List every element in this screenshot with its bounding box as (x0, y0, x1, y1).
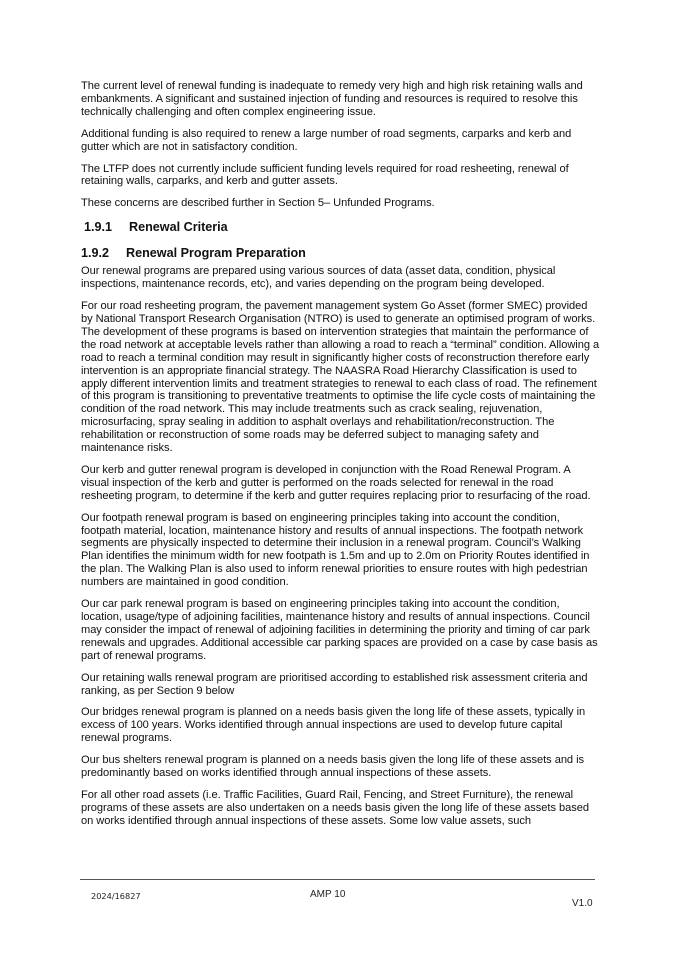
footer-divider (80, 879, 595, 880)
page-body (81, 80, 601, 837)
footer-title: AMP 10 (310, 889, 346, 900)
section-heading-renewal-program-preparation (81, 246, 601, 261)
footer-doc-reference: 2024/16827 (91, 891, 141, 901)
section-number: 1.9.2 (81, 246, 110, 261)
section-title: Renewal Program Preparation (126, 246, 306, 261)
paragraph-bridges: Our bridges renewal program is planned on a needs basis given the long life of these assets, typically in excess of 100 years. Works identified through annual inspections are used to develop future capital renewal programs. (81, 706, 586, 745)
section-heading-renewal-criteria (84, 220, 601, 235)
paragraph-bus-shelters: Our bus shelters renewal program is planned on a needs basis given the long life of these assets and is predominantly based on works identified through annual inspections of these assets. (81, 754, 584, 780)
paragraph-kerb-gutter: Our kerb and gutter renewal program is developed in conjunction with the Road Renewal Program. A visual inspection of the kerb and gutter is performed on the roads selected for renewal in the road resheeting program, to determine if the kerb and gutter requires replacing prior to resurfacing of the road. (81, 463, 591, 502)
paragraph-concerns-reference: These concerns are described further in Section 5– Unfunded Programs. (81, 197, 435, 210)
paragraph-other-road-assets: For all other road assets (i.e. Traffic Facilities, Guard Rail, Fencing, and Street Furniture), the renewal programs of these assets are also undertaken on a needs basis given the long life of these assets based on works identified through annual inspections of these assets. Some low value assets, such (81, 788, 589, 827)
paragraph-data-sources: Our renewal programs are prepared using various sources of data (asset data, condition, physical inspections, maintenance records, etc), and varies depending on the program being developed. (81, 265, 556, 291)
footer-version: V1.0 (572, 898, 593, 909)
paragraph-road-resheeting: For our road resheeting program, the pavement management system Go Asset (former SMEC) provided by National Transport Research Organisation (NTRO) is used to generate an optimised program of works. The development of these programs is based on intervention strategies that maintain the performance of the road network at acceptable levels rather than allowing a road to reach a “terminal” condition. Allowing a road to reach a terminal condition may result in significantly higher costs of reconstruction therefore early intervention is an appropriate financial strategy. The NAASRA Road Hierarchy Classification is used to apply different intervention limits and treatment strategies to renewal to each class of road. The refinement of this program is transitioning to preventative treatments to optimise the life cycle costs of maintaining the condition of the road network. This may include treatments such as crack sealing, rejuvenation, microsurfacing, spray sealing in addition to asphalt overlays and rehabilitation/reconstruction. The rehabilitation or reconstruction of some roads may be deferred subject to managing safety and maintenance risks. (81, 300, 600, 455)
paragraph-retaining-walls: Our retaining walls renewal program are prioritised according to established risk assessment criteria and ranking, as per Section 9 below (81, 671, 588, 697)
section-title: Renewal Criteria (129, 220, 228, 235)
paragraph-funding-inadequate: The current level of renewal funding is inadequate to remedy very high and high risk retaining walls and embankments. A significant and sustained injection of funding and resources is required to resolve this technically challenging and often complex engineering issue. (81, 80, 583, 118)
paragraph-additional-funding: Additional funding is also required to renew a large number of road segments, carparks and kerb and gutter which are not in satisfactory condition. (81, 127, 572, 153)
paragraph-ltfp: The LTFP does not currently include sufficient funding levels required for road resheeting, renewal of retaining walls, carparks, and kerb and gutter assets. (81, 162, 569, 188)
section-number: 1.9.1 (84, 220, 113, 235)
paragraph-footpath: Our footpath renewal program is based on engineering principles taking into account the condition, footpath material, location, maintenance history and results of annual inspections. The footpath network segments are physically inspected to determine their inclusion in a renewal program. Council’s Walking Plan identifies the minimum width for new footpath is 1.5m and up to 2.0m on Priority Routes identified in the plan. The Walking Plan is also used to inform renewal priorities to ensure routes with high pedestrian numbers are maintained in good condition. (81, 511, 590, 589)
paragraph-car-park: Our car park renewal program is based on engineering principles taking into account the condition, location, usage/type of adjoining facilities, maintenance history and results of annual inspections. Council may consider the impact of renewal of adjoining facilities in determining the priority and timing of car park renewals and upgrades. Additional accessible car parking spaces are provided on a case by case basis as part of renewal programs. (81, 598, 598, 662)
